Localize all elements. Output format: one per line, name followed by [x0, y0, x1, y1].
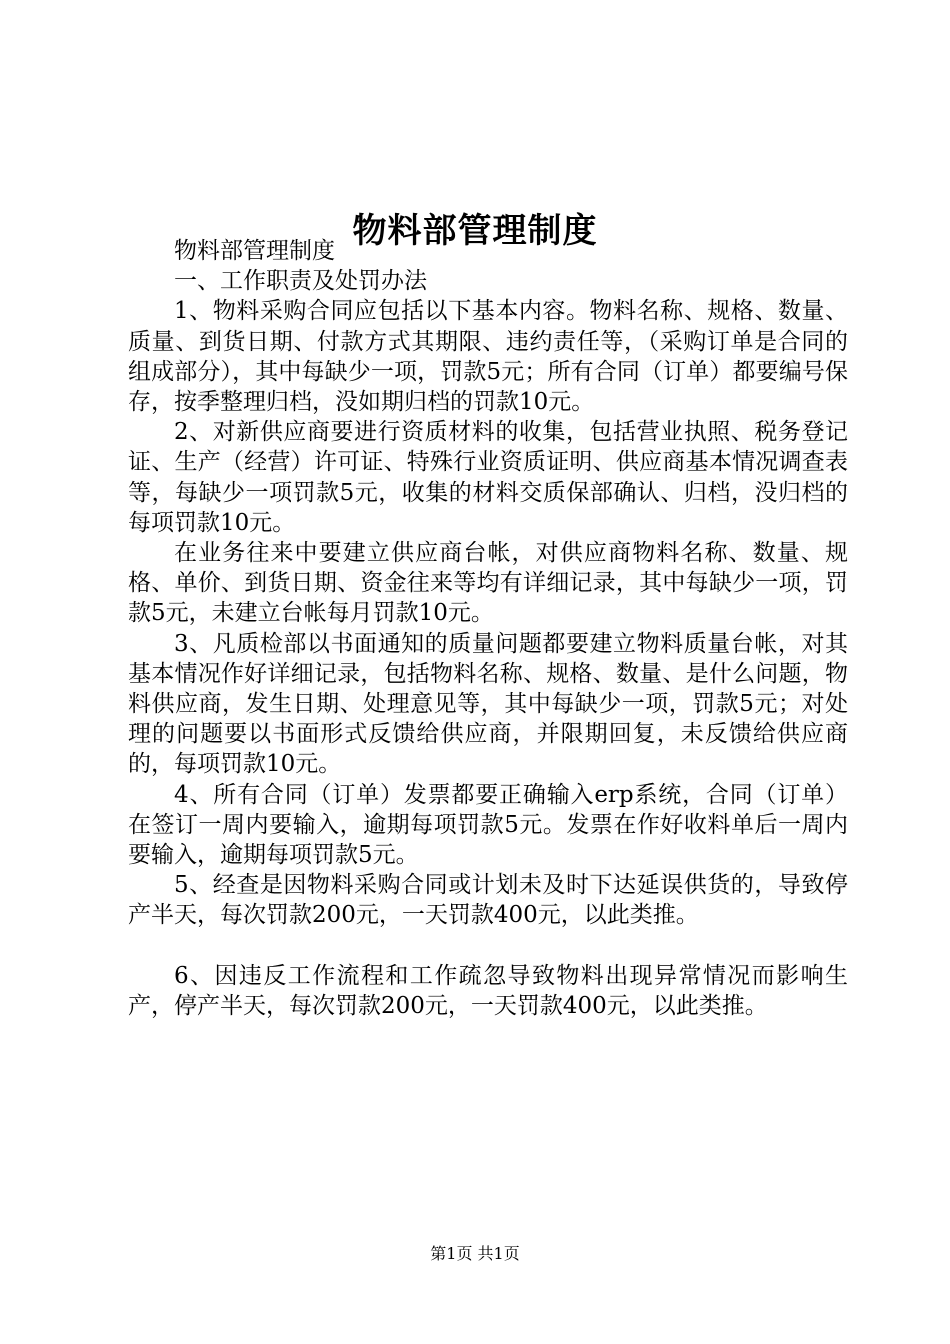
paragraph-subtitle: 物料部管理制度	[174, 238, 335, 264]
paragraph-item-2: 2、对新供应商要进行资质材料的收集，包括营业执照、税务登记证、生产（经营）许可证、特殊行业资质证明、供应商基本情况调查表等，每缺少一项罚款5元，收集的材料交质保部确认、归档，没归档的每项罚款10元。	[128, 419, 848, 536]
paragraph-item-5: 5、经查是因物料采购合同或计划未及时下达延误供货的，导致停产半天，每次罚款200元，一天罚款400元，以此类推。	[128, 872, 848, 929]
document-title: 物料部管理制度	[352, 210, 598, 251]
page-footer: 第1页 共1页	[430, 1244, 520, 1263]
paragraph-supplier-ledger: 在业务往来中要建立供应商台帐，对供应商物料名称、数量、规格、单价、到货日期、资金往来等均有详细记录，其中每缺少一项，罚款5元，未建立台帐每月罚款10元。	[128, 540, 848, 627]
paragraph-item-4: 4、所有合同（订单）发票都要正确输入erp系统，合同（订单）在签订一周内要输入，逾期每项罚款5元。发票在作好收料单后一周内要输入，逾期每项罚款5元。	[128, 781, 848, 869]
paragraph-section-heading: 一、工作职责及处罚办法	[174, 268, 427, 295]
paragraph-item-1: 1、物料采购合同应包括以下基本内容。物料名称、规格、数量、质量、到货日期、付款方式其期限、违约责任等，（采购订单是合同的组成部分），其中每缺少一项，罚款5元；所有合同（订单）都要编号保存，按季整理归档，没如期归档的罚款10元。	[128, 298, 848, 416]
document-body	[128, 236, 848, 1021]
paragraph-item-3: 3、凡质检部以书面通知的质量问题都要建立物料质量台帐，对其基本情况作好详细记录，包括物料名称、规格、数量、是什么问题，物料供应商，发生日期、处理意见等，其中每缺少一项，罚款5元；对处理的问题要以书面形式反馈给供应商，并限期回复，未反馈给供应商的，每项罚款10元。	[128, 630, 848, 778]
paragraph-item-6: 6、因违反工作流程和工作疏忽导致物料出现异常情况而影响生产，停产半天，每次罚款200元，一天罚款400元，以此类推。	[128, 962, 848, 1019]
